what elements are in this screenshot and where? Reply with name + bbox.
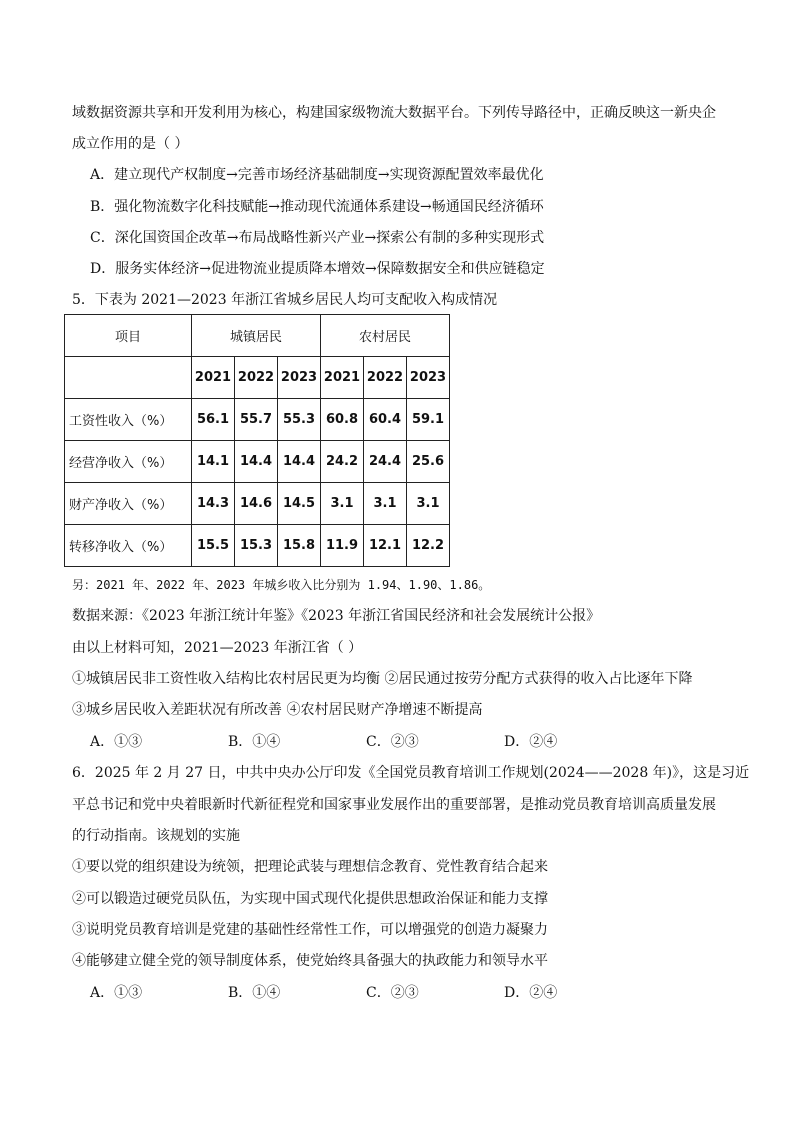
q5-choices bbox=[90, 733, 642, 751]
table-year-blank bbox=[65, 357, 192, 399]
table-cell: 59.1 bbox=[407, 399, 450, 441]
q5-choice-a: A．①③ bbox=[90, 734, 143, 750]
table-cell: 3.1 bbox=[321, 483, 364, 525]
q6-statement-4: ④能够建立健全党的领导制度体系，使党始终具备强大的执政能力和领导水平 bbox=[72, 953, 548, 969]
table-cell: 60.4 bbox=[364, 399, 407, 441]
table-row-label: 财产净收入（%） bbox=[65, 483, 192, 525]
q6-choice-a: A．①③ bbox=[90, 985, 143, 1001]
table-header-urban: 城镇居民 bbox=[192, 315, 321, 357]
q5-choice-d: D．②④ bbox=[504, 734, 558, 750]
table-year-cell: 2022 bbox=[235, 357, 278, 399]
table-cell: 12.2 bbox=[407, 525, 450, 567]
q5-choice-b: B．①④ bbox=[228, 734, 281, 750]
table-cell: 15.3 bbox=[235, 525, 278, 567]
table-cell: 12.1 bbox=[364, 525, 407, 567]
q6-choices bbox=[90, 984, 642, 1002]
table-cell: 14.1 bbox=[192, 441, 235, 483]
table-row bbox=[65, 441, 450, 483]
q6-statement-1: ①要以党的组织建设为统领，把理论武装与理想信念教育、党性教育结合起来 bbox=[72, 859, 548, 875]
q6-statement-3: ③说明党员教育培训是党建的基础性经常性工作，可以增强党的创造力凝聚力 bbox=[72, 922, 548, 938]
table-cell: 14.3 bbox=[192, 483, 235, 525]
q5-choice-c: C．②③ bbox=[366, 734, 419, 750]
table-cell: 60.8 bbox=[321, 399, 364, 441]
table-cell: 25.6 bbox=[407, 441, 450, 483]
q5-note: 另：2021 年、2022 年、2023 年城乡收入比分别为 1.94、1.90、1.86。 bbox=[72, 578, 491, 592]
q6-choice-c: C．②③ bbox=[366, 985, 419, 1001]
q6-choice-d: D．②④ bbox=[504, 985, 558, 1001]
table-cell: 24.2 bbox=[321, 441, 364, 483]
q5-question: 由以上材料可知，2021—2023 年浙江省（ ） bbox=[72, 640, 363, 656]
table-row bbox=[65, 525, 450, 567]
table-year-cell: 2021 bbox=[321, 357, 364, 399]
table-row bbox=[65, 399, 450, 441]
table-year-row bbox=[65, 357, 450, 399]
q5-statements-line2: ③城乡居民收入差距状况有所改善 ④农村居民财产净增速不断提高 bbox=[72, 702, 483, 718]
table-header-item: 项目 bbox=[65, 315, 192, 357]
table-row bbox=[65, 483, 450, 525]
table-year-cell: 2022 bbox=[364, 357, 407, 399]
q6-stem-line2: 平总书记和党中央着眼新时代新征程党和国家事业发展作出的重要部署，是推动党员教育培训高质量发展 bbox=[72, 797, 716, 813]
q6-statement-2: ②可以锻造过硬党员队伍，为实现中国式现代化提供思想政治保证和能力支撑 bbox=[72, 891, 548, 907]
q5-statements-line1: ①城镇居民非工资性收入结构比农村居民更为均衡 ②居民通过按劳分配方式获得的收入占比逐年下降 bbox=[72, 671, 693, 687]
table-cell: 55.3 bbox=[278, 399, 321, 441]
table-year-cell: 2021 bbox=[192, 357, 235, 399]
income-table bbox=[64, 314, 450, 567]
table-cell: 11.9 bbox=[321, 525, 364, 567]
q4-stem-line1: 域数据资源共享和开发利用为核心，构建国家级物流大数据平台。下列传导路径中，正确反映这一新央企 bbox=[72, 105, 716, 121]
table-cell: 56.1 bbox=[192, 399, 235, 441]
table-cell: 15.8 bbox=[278, 525, 321, 567]
table-cell: 24.4 bbox=[364, 441, 407, 483]
table-header-rural: 农村居民 bbox=[321, 315, 450, 357]
q4-stem-line2: 成立作用的是（ ） bbox=[72, 136, 189, 152]
q5-source: 数据来源：《2023 年浙江统计年鉴》《2023 年浙江省国民经济和社会发展统计公报》 bbox=[72, 608, 601, 624]
table-cell: 14.4 bbox=[278, 441, 321, 483]
q5-title: 5．下表为 2021—2023 年浙江省城乡居民人均可支配收入构成情况 bbox=[72, 292, 498, 308]
table-cell: 14.5 bbox=[278, 483, 321, 525]
table-row-label: 转移净收入（%） bbox=[65, 525, 192, 567]
table-cell: 3.1 bbox=[407, 483, 450, 525]
table-row-label: 工资性收入（%） bbox=[65, 399, 192, 441]
table-year-cell: 2023 bbox=[278, 357, 321, 399]
table-cell: 55.7 bbox=[235, 399, 278, 441]
table-cell: 15.5 bbox=[192, 525, 235, 567]
q4-option-d: D．服务实体经济→促进物流业提质降本增效→保障数据安全和供应链稳定 bbox=[90, 261, 545, 277]
table-cell: 14.6 bbox=[235, 483, 278, 525]
q6-stem-line1: 6．2025 年 2 月 27 日，中共中央办公厅印发《全国党员教育培训工作规划(2024——2028 年)》，这是习近 bbox=[72, 765, 750, 781]
q4-option-a: A．建立现代产权制度→完善市场经济基础制度→实现资源配置效率最优化 bbox=[90, 167, 544, 183]
table-cell: 14.4 bbox=[235, 441, 278, 483]
table-row-label: 经营净收入（%） bbox=[65, 441, 192, 483]
table-year-cell: 2023 bbox=[407, 357, 450, 399]
table-cell: 3.1 bbox=[364, 483, 407, 525]
table-header-row bbox=[65, 315, 450, 357]
q4-option-c: C．深化国资国企改革→布局战略性新兴产业→探索公有制的多种实现形式 bbox=[90, 230, 545, 246]
q6-stem-line3: 的行动指南。该规划的实施 bbox=[72, 828, 240, 844]
q6-choice-b: B．①④ bbox=[228, 985, 281, 1001]
q4-option-b: B．强化物流数字化科技赋能→推动现代流通体系建设→畅通国民经济循环 bbox=[90, 199, 544, 215]
